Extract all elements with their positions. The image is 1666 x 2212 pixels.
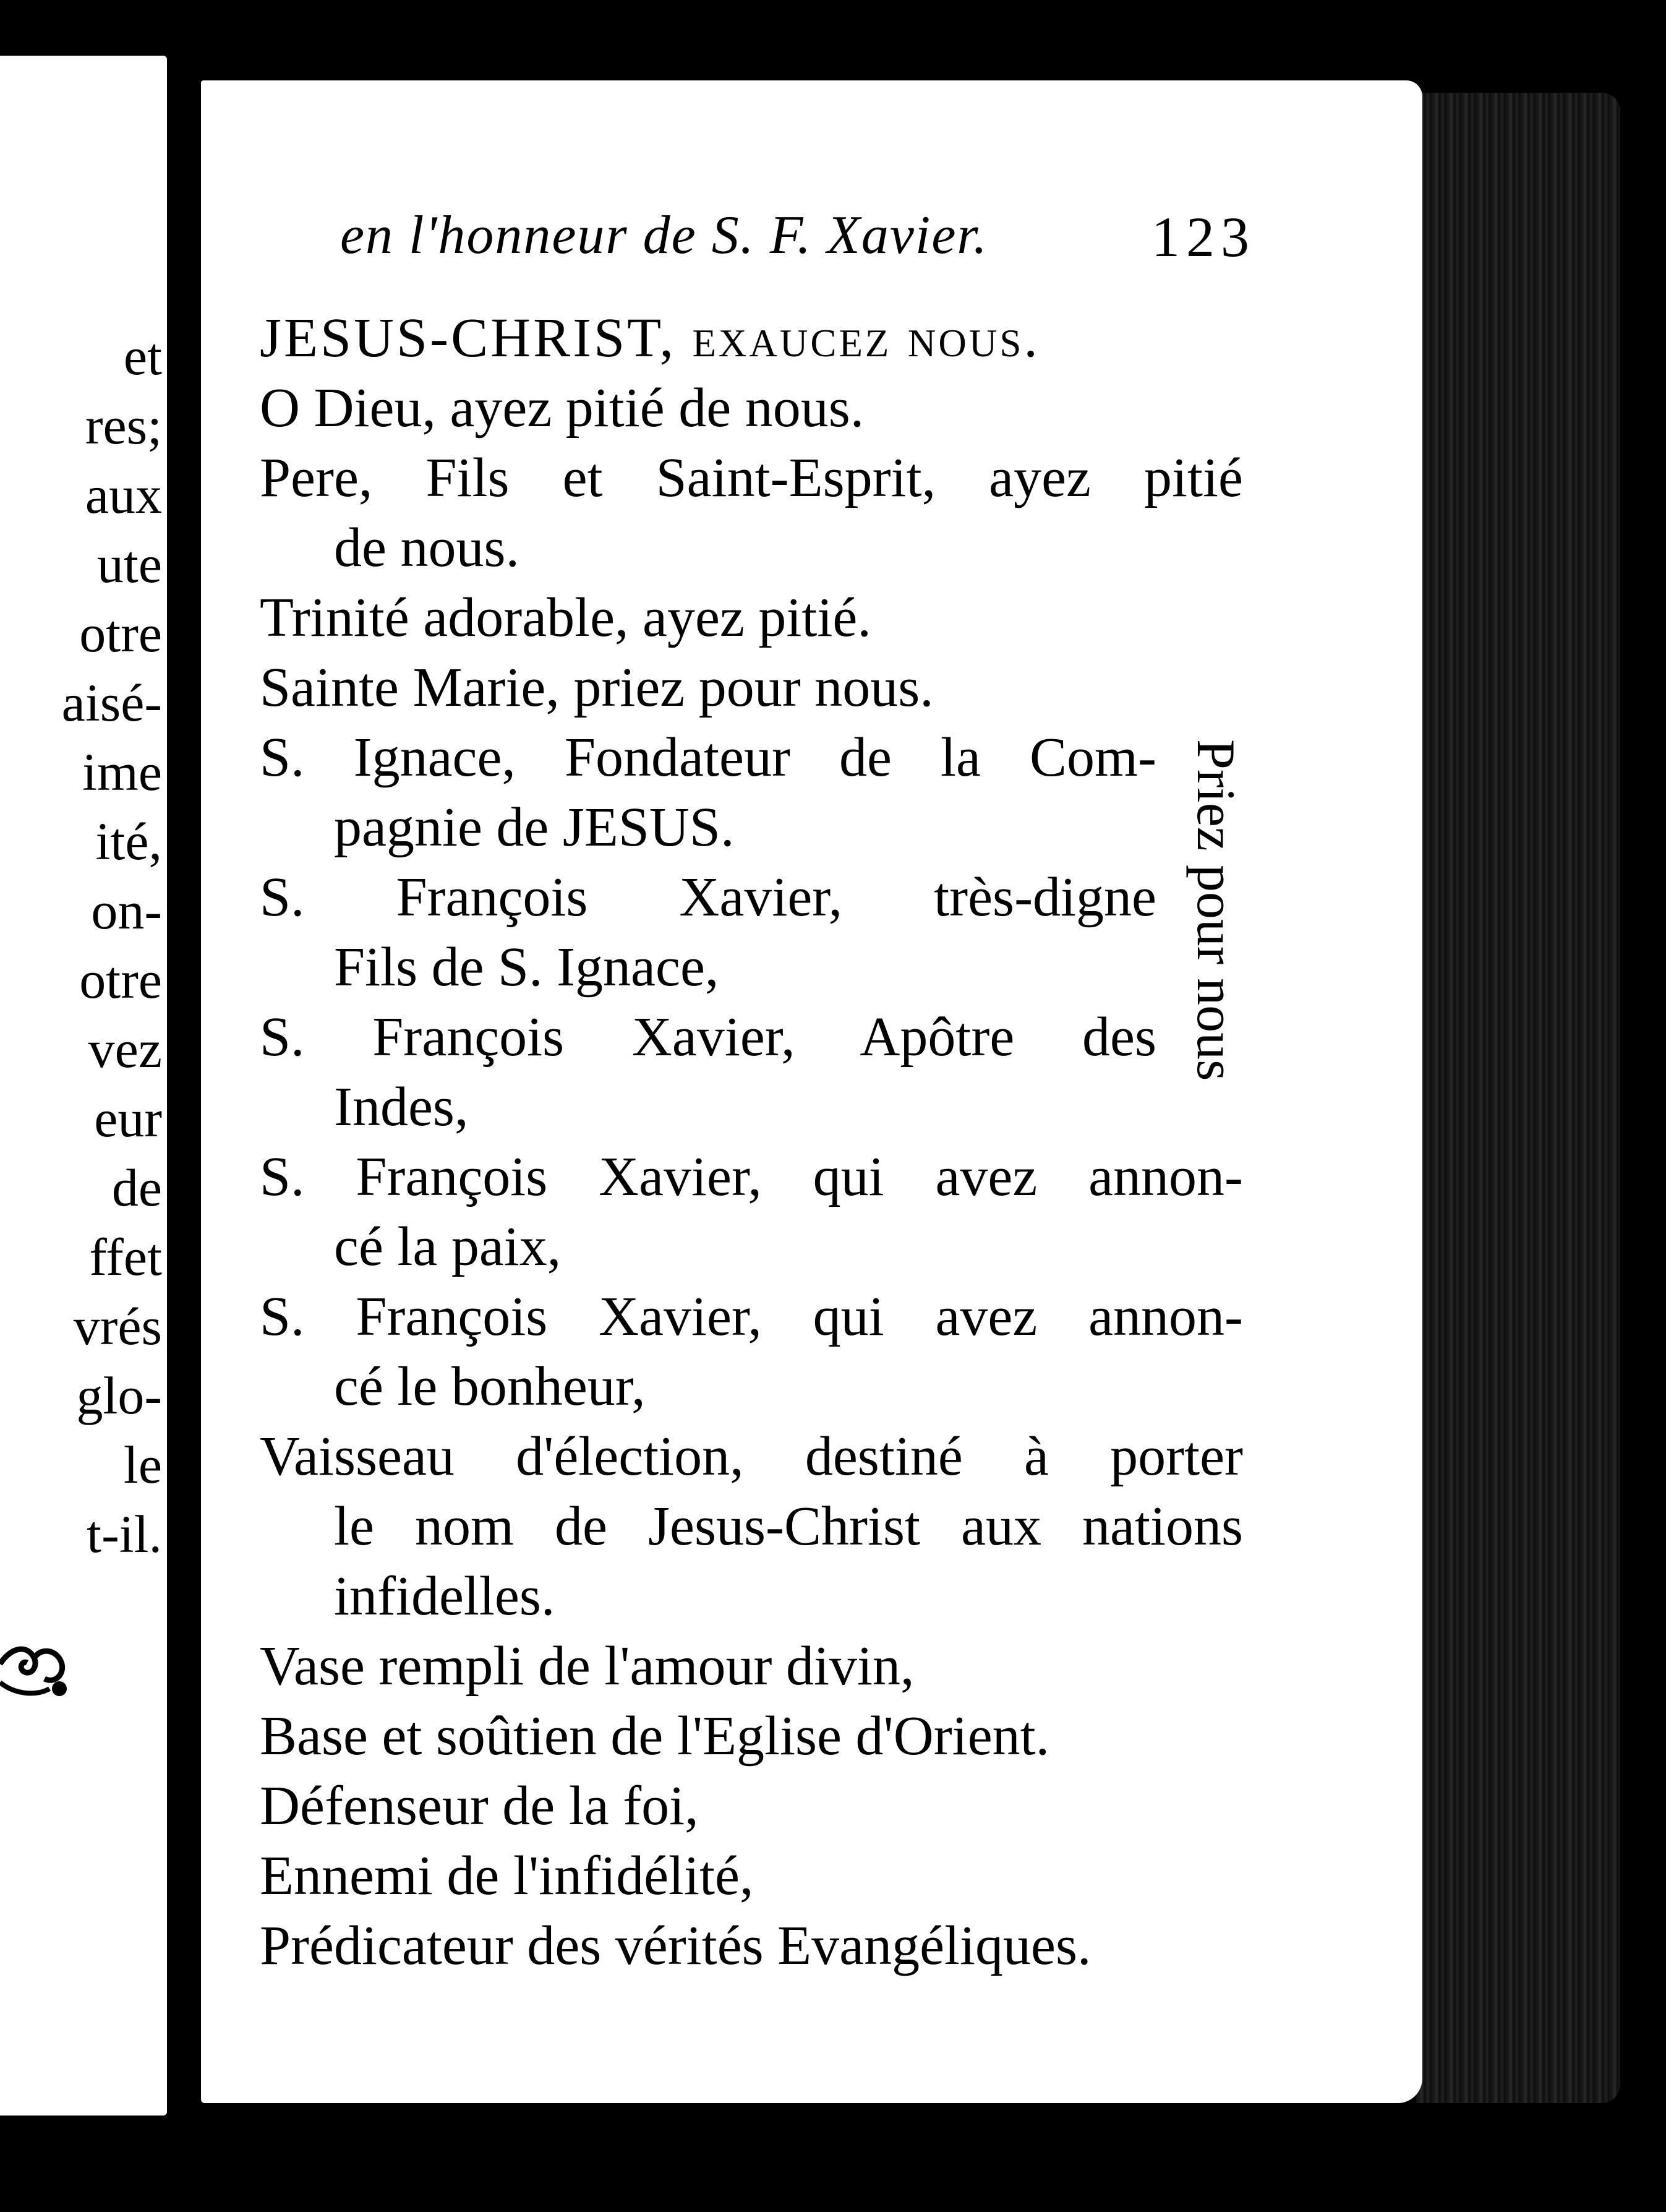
litany-continuation-line: pagnie de JESUS. (334, 797, 735, 858)
litany-line: S. François Xavier, qui avez annon- (260, 1146, 1243, 1207)
left-page-line: eur (94, 1089, 162, 1148)
litany-continuation-line: cé le bonheur, (334, 1356, 646, 1417)
page-number: 123 (1151, 205, 1255, 268)
running-title: en l'honneur de S. F. Xavier. (340, 205, 988, 265)
left-page-line: res; (85, 396, 162, 455)
left-page-line: aisé- (61, 673, 162, 732)
litany-continuation-line: de nous. (334, 517, 519, 578)
litany-line: S. François Xavier, qui avez annon- (260, 1286, 1243, 1347)
left-page-text (0, 322, 162, 1569)
litany-continuation-line: Fils de S. Ignace, (334, 937, 719, 998)
litany-line: Vase rempli de l'amour divin, (260, 1635, 915, 1697)
litany-continuation-line: infidelles. (334, 1566, 555, 1627)
left-page-line: vrés (73, 1297, 162, 1356)
left-page-line: de (111, 1158, 162, 1217)
litany-line: JESUS-CHRIST, exaucez nous. (260, 307, 1040, 369)
litany-line: Ennemi de l'infidélité, (260, 1845, 754, 1906)
litany-text (260, 303, 1243, 1981)
litany-line: Trinité adorable, ayez pitié. (260, 587, 871, 648)
left-page-line: otre (79, 950, 162, 1010)
litany-line: Sainte Marie, priez pour nous. (260, 657, 934, 718)
left-page-line: ité, (95, 812, 162, 871)
left-page-line: aux (85, 465, 162, 525)
litany-line: S. François Xavier, Apôtre des (260, 1006, 1156, 1068)
fleuron-ornament-icon (0, 1627, 74, 1707)
book-gutter (167, 0, 204, 2212)
litany-line: S. Ignace, Fondateur de la Com- (260, 727, 1156, 788)
litany-line: Pere, Fils et Saint-Esprit, ayez pitié (260, 447, 1243, 508)
left-page-line: otre (79, 604, 162, 663)
litany-line: O Dieu, ayez pitié de nous. (260, 377, 865, 439)
litany-line: Vaisseau d'élection, destiné à porter (260, 1426, 1243, 1487)
left-page-line: vez (88, 1019, 162, 1079)
litany-continuation-line: le nom de Jesus-Christ aux nations (334, 1496, 1243, 1557)
litany-line: Base et soûtien de l'Eglise d'Orient. (260, 1705, 1050, 1767)
left-page-line: et (123, 327, 162, 386)
left-facing-page (0, 56, 167, 2116)
left-page-line: glo- (76, 1366, 162, 1425)
page-edges (1416, 93, 1620, 2103)
left-page-line: ute (96, 534, 162, 594)
left-page-line: t-il. (87, 1504, 162, 1564)
left-page-line: on- (91, 881, 162, 940)
left-page-line: ffet (89, 1227, 162, 1287)
litany-line: S. François Xavier, très-digne (260, 867, 1156, 928)
litany-line: Prédicateur des vérités Evangéliques. (260, 1915, 1091, 1976)
litany-continuation-line: Indes, (334, 1076, 469, 1138)
running-head (340, 204, 1255, 272)
litany-line: Défenseur de la foi, (260, 1775, 699, 1837)
margin-response: Priez pour nous (1185, 739, 1245, 1081)
litany-continuation-line: cé la paix, (334, 1216, 562, 1277)
left-page-line: ime (82, 742, 162, 802)
left-page-line: le (123, 1435, 162, 1494)
